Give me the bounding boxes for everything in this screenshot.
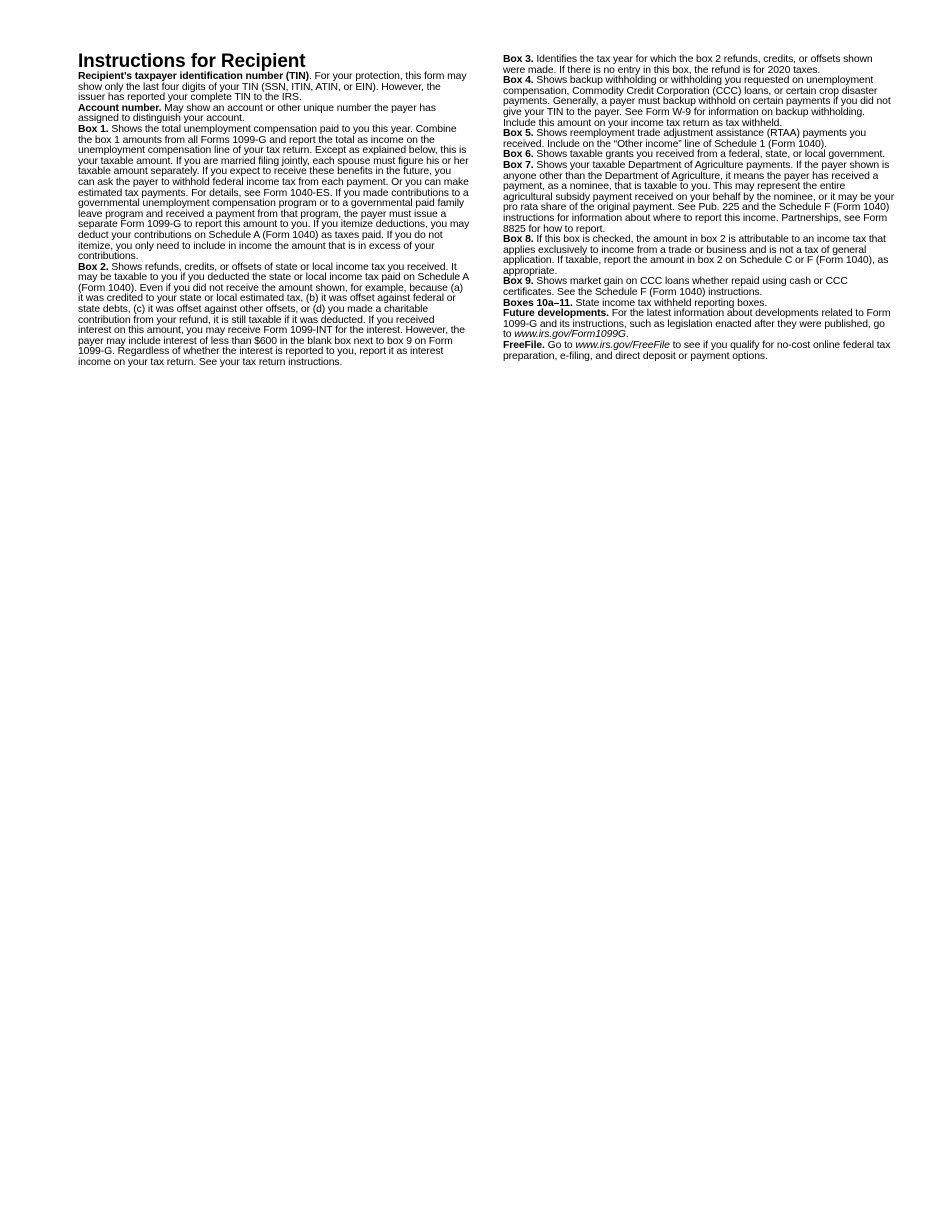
box-3-heading: Box 3. xyxy=(503,54,534,65)
box-9-heading: Box 9. xyxy=(503,276,534,288)
box-8-heading: Box 8. xyxy=(503,234,534,246)
account-number-text: May show an account or other unique number the payer has assigned to distinguish your account. xyxy=(78,102,436,125)
freefile-text: Go to xyxy=(544,340,576,352)
box-6-heading: Box 6. xyxy=(503,149,534,161)
box-3-paragraph xyxy=(503,55,895,76)
tin-heading: Recipient’s taxpayer identification number (TIN) xyxy=(78,71,309,82)
future-developments-paragraph xyxy=(503,309,895,341)
future-developments-tail: . xyxy=(625,329,629,341)
box-6-text: Shows taxable grants you received from a federal, state, or local government. xyxy=(533,149,886,161)
box-3-text: Identifies the tax year for which the box 2 refunds, credits, or offsets shown were made. If there is no entry in this box, the refund is for 2020 taxes. xyxy=(503,54,873,76)
box-9-paragraph xyxy=(503,277,895,298)
freefile-paragraph xyxy=(503,341,895,362)
freefile-heading: FreeFile. xyxy=(503,340,545,352)
tin-paragraph xyxy=(78,72,470,104)
box-5-heading: Box 5. xyxy=(503,128,534,140)
account-number-heading: Account number. xyxy=(78,102,162,114)
box-2-text: Shows refunds, credits, or offsets of state or local income tax you received. It may be taxable to you if you deducted the state or local income tax paid on Schedule A (Form 1040). Even if you did not receive the amount shown, for example, because (a) it was credited to your state or local estimated tax, (b) it was offset against federal or state debts, (c) it was offset against other offsets, or (d) you made a charitable contribution from your refund, it is still taxable if it was deducted. If you received interest on this amount, you may receive Form 1099-INT for the interest. However, the payer may include interest of less than $600 in the blank box next to box 9 on Form 1099-G. Regardless of whether the interest is reported to you, report it as interest income on your tax return. See your tax return instructions. xyxy=(78,261,469,369)
box-2-paragraph xyxy=(78,263,470,369)
box-5-paragraph xyxy=(503,129,895,150)
box-7-paragraph xyxy=(503,161,895,235)
box-7-heading: Box 7. xyxy=(503,159,534,171)
boxes-10a-11-heading: Boxes 10a–11. xyxy=(503,297,573,309)
future-developments-text: For the latest information about developments related to Form 1099-G and its instructions, such as legislation enacted after they were published, go to xyxy=(503,308,891,341)
freefile-tail: to see if you qualify for no-cost online federal tax preparation, e-filing, and direct deposit or payment options. xyxy=(503,340,891,362)
box-1-text: Shows the total unemployment compensation paid to you this year. Combine the box 1 amounts from all Forms 1099-G and report the total as income on the unemployment compensation line of your tax return. Except as explained below, this is your taxable amount. If you are married filing jointly, each spouse must figure his or her taxable amount separately. If you expect to receive these benefits in the future, you can ask the payer to withhold federal income tax from each payment. Or you can make estimated tax payments. For details, see Form 1040-ES. If you made contributions to a governmental unemployment compensation program or to a governmental paid family leave program and received a payment from that program, the payer must issue a separate Form 1099-G to report this amount to you. If you itemize deductions, you may deduct your contributions on Schedule A (Form 1040) as taxes paid. If you do not itemize, you only need to include in income the amount that is in excess of your contributions. xyxy=(78,123,470,263)
box-9-text: Shows market gain on CCC loans whether repaid using cash or CCC certificates. See the Schedule F (Form 1040) instructions. xyxy=(503,276,848,299)
box-4-text: Shows backup withholding or withholding you requested on unemployment compensation, Commodity Credit Corporation (CCC) loans, or certain crop disaster payments. Generally, a payer must backup withhold on certain payments if you did not give your TIN to the payer. See Form W-9 for information on backup withholding. Include this amount on your income tax return as tax withheld. xyxy=(503,75,891,129)
box-5-text: Shows reemployment trade adjustment assistance (RTAA) payments you received. Include on the “Other income” line of Schedule 1 (Form 1040). xyxy=(503,128,867,150)
tin-text: . For your protection, this form may show only the last four digits of your TIN (SSN, ITIN, ATIN, or EIN). However, the issuer has reported your complete TIN to the IRS. xyxy=(78,71,467,104)
box-4-paragraph xyxy=(503,76,895,129)
box-7-text: Shows your taxable Department of Agriculture payments. If the payer shown is anyone other than the Department of Agriculture, it means the payer has received a payment, as a nominee, that is taxable to you. This may represent the entire agricultural subsidy payment received on your behalf by the nominee, or it may be your pro rata share of the original payment. See Pub. 225 and the Schedule F (Form 1040) instructions for information about where to report this income. Partnerships, see Form 8825 for how to report. xyxy=(503,159,895,235)
account-number-paragraph xyxy=(78,104,470,125)
box-8-paragraph xyxy=(503,235,895,277)
box-2-heading: Box 2. xyxy=(78,261,109,273)
left-column xyxy=(78,52,470,369)
form-1099g-link[interactable]: www.irs.gov/Form1099G xyxy=(514,329,626,341)
right-column xyxy=(503,55,895,362)
box-1-paragraph xyxy=(78,125,470,263)
box-4-heading: Box 4. xyxy=(503,75,534,87)
box-8-text: If this box is checked, the amount in box 2 is attributable to an income tax that applies exclusively to income from a trade or business and is not a tax of general application. If taxable, report the amount in box 2 on Schedule C or F (Form 1040), as appropriate. xyxy=(503,234,889,277)
freefile-link[interactable]: www.irs.gov/FreeFile xyxy=(575,340,670,352)
future-developments-heading: Future developments. xyxy=(503,308,609,320)
box-1-heading: Box 1. xyxy=(78,123,109,135)
boxes-10a-11-text: State income tax withheld reporting boxes. xyxy=(572,297,768,309)
page-title: Instructions for Recipient xyxy=(78,51,306,72)
